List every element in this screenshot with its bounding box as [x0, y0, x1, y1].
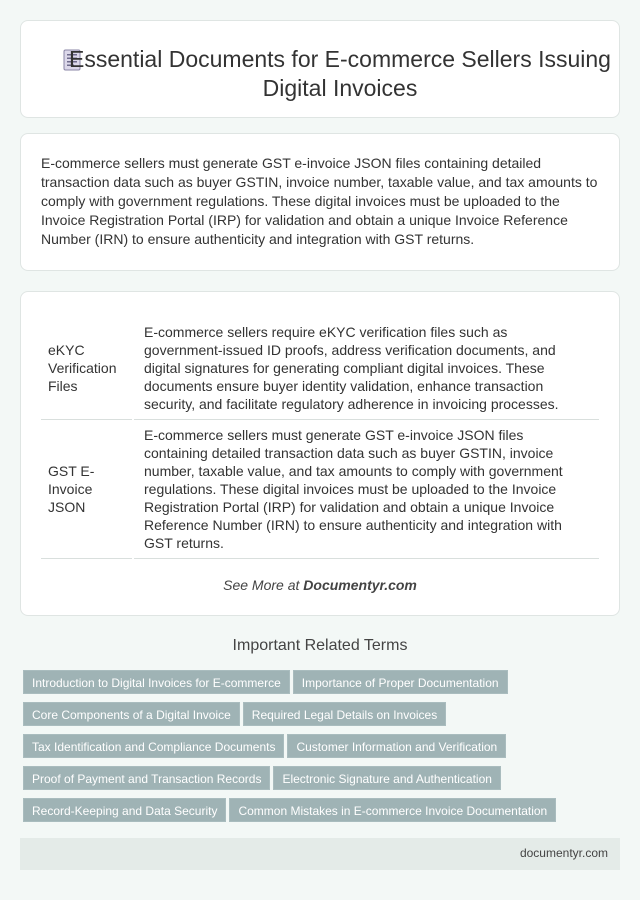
- related-term-tag[interactable]: Required Legal Details on Invoices: [243, 702, 446, 726]
- document-description: E-commerce sellers must generate GST e-invoice JSON files containing detailed transaction data such as buyer GSTIN, invoice number, taxable value, and tax amounts to comply with government regulations. These digital invoices must be uploaded to the Invoice Registration Portal (IRP) for validation and obtain a unique Invoice Reference Number (IRN) to ensure authenticity and integration with GST returns.: [133, 420, 599, 559]
- document-description: E-commerce sellers require eKYC verification files such as government-issued ID proofs, address verification documents, and digital signatures for generating compliant digital invoices. These documents ensure buyer identity validation, enhance transaction security, and facilitate regulatory adherence in invoicing processes.: [133, 317, 599, 420]
- related-term-tag[interactable]: Proof of Payment and Transaction Records: [23, 766, 270, 790]
- intro-card: [20, 133, 620, 271]
- related-term-tag[interactable]: Common Mistakes in E-commerce Invoice Documentation: [229, 798, 556, 822]
- tag-row: [23, 734, 623, 766]
- related-term-tag[interactable]: Customer Information and Verification: [287, 734, 506, 758]
- see-more-site[interactable]: Documentyr.com: [303, 577, 417, 593]
- documents-table-card: [20, 291, 620, 616]
- related-terms-list: [23, 670, 623, 830]
- intro-paragraph: E-commerce sellers must generate GST e-invoice JSON files containing detailed transaction data such as buyer GSTIN, invoice number, taxable value, and tax amounts to comply with government regulations. These digital invoices must be uploaded to the Invoice Registration Portal (IRP) for validation and obtain a unique Invoice Reference Number (IRN) to ensure authenticity and integration with GST returns.: [41, 155, 598, 247]
- related-terms-title: Important Related Terms: [232, 637, 408, 654]
- related-term-tag[interactable]: Record-Keeping and Data Security: [23, 798, 226, 822]
- footer-site-link[interactable]: documentyr.com: [519, 846, 608, 860]
- page-title: Essential Documents for E-commerce Sellers Issuing Digital Invoices: [69, 46, 611, 101]
- documents-table: [41, 317, 599, 559]
- title-card: [20, 20, 620, 118]
- related-term-tag[interactable]: Introduction to Digital Invoices for E-commerce: [23, 670, 290, 694]
- tag-row: [23, 670, 623, 702]
- see-more-link[interactable]: [21, 577, 619, 593]
- table-row: [41, 420, 599, 559]
- see-more-prefix: See More at: [223, 577, 304, 593]
- tag-row: [23, 766, 623, 798]
- related-term-tag[interactable]: Electronic Signature and Authentication: [273, 766, 500, 790]
- document-name: eKYC Verification Files: [41, 317, 133, 420]
- related-term-tag[interactable]: Core Components of a Digital Invoice: [23, 702, 240, 726]
- table-row: [41, 317, 599, 420]
- related-term-tag[interactable]: Tax Identification and Compliance Documents: [23, 734, 284, 758]
- document-name: GST E-Invoice JSON: [41, 420, 133, 559]
- footer: [20, 838, 620, 870]
- tag-row: [23, 798, 623, 830]
- tag-row: [23, 702, 623, 734]
- related-term-tag[interactable]: Importance of Proper Documentation: [293, 670, 508, 694]
